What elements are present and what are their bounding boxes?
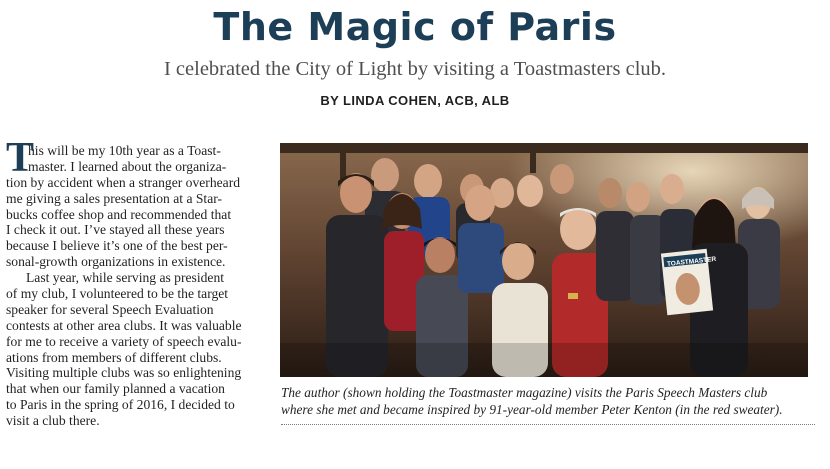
body-line: his will be my 10th year as a Toast- [28, 143, 221, 158]
article-byline: BY LINDA COHEN, ACB, ALB [320, 93, 510, 108]
drop-cap: T [6, 135, 35, 181]
body-line: contests at other area clubs. It was valuable [6, 317, 242, 333]
caption-divider [281, 424, 815, 425]
article-subtitle: I celebrated the City of Light by visiting a Toastmasters club. [163, 58, 667, 80]
body-line: of my club, I volunteered to be the target [6, 286, 229, 302]
body-line: because I believe it’s one of the best per- [6, 238, 228, 254]
body-line: bucks coffee shop and recommended that [6, 206, 232, 222]
body-line: sonal-growth organizations in existence. [6, 254, 226, 270]
body-line: tion by accident when a stranger overheard [6, 174, 241, 190]
body-line: for me to receive a variety of speech evalu- [6, 333, 242, 349]
body-line: Last year, while serving as president [26, 270, 225, 286]
body-line: visit a club there. [6, 413, 100, 429]
photo-caption [281, 384, 815, 418]
body-line: ations from members of different clubs. [6, 349, 222, 365]
article-body [6, 135, 268, 429]
body-line: to Paris in the spring of 2016, I decided to [6, 397, 235, 413]
body-line: speaker for several Speech Evaluation [6, 301, 214, 317]
body-line: me giving a sales presentation at a Star- [6, 190, 223, 206]
body-line: Visiting multiple clubs was so enlightening [6, 365, 242, 381]
body-line: master. I learned about the organiza- [28, 158, 227, 174]
caption-line: where she met and became inspired by 91-year-old member Peter Kenton (in the red sweater). [281, 402, 783, 417]
body-line: that when our family planned a vacation [6, 381, 225, 397]
body-line: I check it out. I’ve stayed all these years [6, 222, 225, 238]
caption-line: The author (shown holding the Toastmaster magazine) visits the Paris Speech Masters club [281, 385, 768, 400]
magazine-cover [661, 249, 717, 315]
group-photo-illustration [280, 143, 808, 377]
article-title: The Magic of Paris [213, 5, 617, 49]
magazine-title: TOASTMASTER [666, 255, 717, 268]
group-photo [280, 143, 808, 377]
